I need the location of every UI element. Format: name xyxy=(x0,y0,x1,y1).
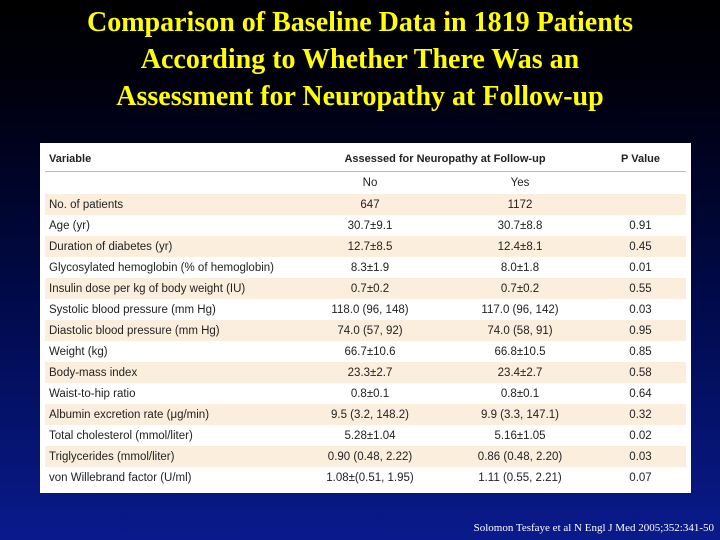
cell-variable: Albumin excretion rate (μg/min) xyxy=(45,404,295,425)
table-body xyxy=(45,194,686,488)
cell-yes: 66.8±10.5 xyxy=(445,341,595,362)
cell-no: 12.7±8.5 xyxy=(295,236,445,257)
title-line-1: Comparison of Baseline Data in 1819 Patients xyxy=(87,7,633,38)
cell-p-value: 0.58 xyxy=(595,362,686,383)
cell-yes: 0.7±0.2 xyxy=(445,278,595,299)
cell-no: 5.28±1.04 xyxy=(295,425,445,446)
cell-p-value: 0.03 xyxy=(595,446,686,467)
cell-p-value: 0.32 xyxy=(595,404,686,425)
cell-p-value: 0.85 xyxy=(595,341,686,362)
cell-yes: 74.0 (58, 91) xyxy=(445,320,595,341)
cell-p-value: 0.64 xyxy=(595,383,686,404)
header-p-value: P Value xyxy=(595,147,686,172)
table-subheader-row xyxy=(45,172,686,195)
table-row xyxy=(45,236,686,257)
cell-no: 1.08±(0.51, 1.95) xyxy=(295,467,445,488)
table-row xyxy=(45,341,686,362)
header-variable: Variable xyxy=(45,147,295,172)
table-row xyxy=(45,278,686,299)
table-row xyxy=(45,362,686,383)
cell-yes: 23.4±2.7 xyxy=(445,362,595,383)
cell-p-value: 0.91 xyxy=(595,215,686,236)
title-line-3: Assessment for Neuropathy at Follow-up xyxy=(116,81,604,112)
cell-p-value xyxy=(595,194,686,215)
table-row xyxy=(45,257,686,278)
table-row xyxy=(45,383,686,404)
cell-p-value: 0.07 xyxy=(595,467,686,488)
cell-variable: Weight (kg) xyxy=(45,341,295,362)
cell-no: 8.3±1.9 xyxy=(295,257,445,278)
cell-no: 30.7±9.1 xyxy=(295,215,445,236)
cell-variable: Insulin dose per kg of body weight (IU) xyxy=(45,278,295,299)
cell-variable: Waist-to-hip ratio xyxy=(45,383,295,404)
cell-p-value: 0.55 xyxy=(595,278,686,299)
cell-yes: 117.0 (96, 142) xyxy=(445,299,595,320)
cell-no: 74.0 (57, 92) xyxy=(295,320,445,341)
cell-no: 0.90 (0.48, 2.22) xyxy=(295,446,445,467)
header-assessed: Assessed for Neuropathy at Follow-up xyxy=(295,147,595,172)
cell-yes: 1.11 (0.55, 2.21) xyxy=(445,467,595,488)
subheader-yes: Yes xyxy=(510,177,530,189)
cell-p-value: 0.45 xyxy=(595,236,686,257)
cell-variable: Total cholesterol (mmol/liter) xyxy=(45,425,295,446)
cell-yes: 30.7±8.8 xyxy=(445,215,595,236)
cell-variable: Body-mass index xyxy=(45,362,295,383)
slide-title xyxy=(0,4,720,115)
table-row xyxy=(45,215,686,236)
table-row xyxy=(45,425,686,446)
cell-yes: 5.16±1.05 xyxy=(445,425,595,446)
cell-no: 118.0 (96, 148) xyxy=(295,299,445,320)
table-header-row xyxy=(45,147,686,172)
table-row xyxy=(45,404,686,425)
cell-no: 66.7±10.6 xyxy=(295,341,445,362)
cell-no: 9.5 (3.2, 148.2) xyxy=(295,404,445,425)
cell-p-value: 0.95 xyxy=(595,320,686,341)
table-row xyxy=(45,194,686,215)
subheader-no: No xyxy=(362,177,378,189)
cell-p-value: 0.01 xyxy=(595,257,686,278)
baseline-data-table xyxy=(45,147,686,488)
cell-p-value: 0.02 xyxy=(595,425,686,446)
table-row xyxy=(45,446,686,467)
cell-no: 0.8±0.1 xyxy=(295,383,445,404)
cell-no: 647 xyxy=(295,194,445,215)
cell-variable: Age (yr) xyxy=(45,215,295,236)
cell-variable: Duration of diabetes (yr) xyxy=(45,236,295,257)
cell-variable: Diastolic blood pressure (mm Hg) xyxy=(45,320,295,341)
cell-yes: 12.4±8.1 xyxy=(445,236,595,257)
cell-variable: No. of patients xyxy=(45,194,295,215)
title-line-2: According to Whether There Was an xyxy=(140,44,580,75)
cell-variable: von Willebrand factor (U/ml) xyxy=(45,467,295,488)
cell-yes: 0.86 (0.48, 2.20) xyxy=(445,446,595,467)
table-row xyxy=(45,299,686,320)
cell-yes: 0.8±0.1 xyxy=(445,383,595,404)
cell-no: 0.7±0.2 xyxy=(295,278,445,299)
cell-yes: 8.0±1.8 xyxy=(445,257,595,278)
cell-variable: Systolic blood pressure (mm Hg) xyxy=(45,299,295,320)
table-row xyxy=(45,467,686,488)
table-row xyxy=(45,320,686,341)
baseline-data-table-panel xyxy=(40,143,691,493)
cell-variable: Triglycerides (mmol/liter) xyxy=(45,446,295,467)
cell-yes: 9.9 (3.3, 147.1) xyxy=(445,404,595,425)
cell-no: 23.3±2.7 xyxy=(295,362,445,383)
cell-yes: 1172 xyxy=(445,194,595,215)
citation: Solomon Tesfaye et al N Engl J Med 2005;352:341-50 xyxy=(473,522,714,534)
cell-variable: Glycosylated hemoglobin (% of hemoglobin) xyxy=(45,257,295,278)
cell-p-value: 0.03 xyxy=(595,299,686,320)
